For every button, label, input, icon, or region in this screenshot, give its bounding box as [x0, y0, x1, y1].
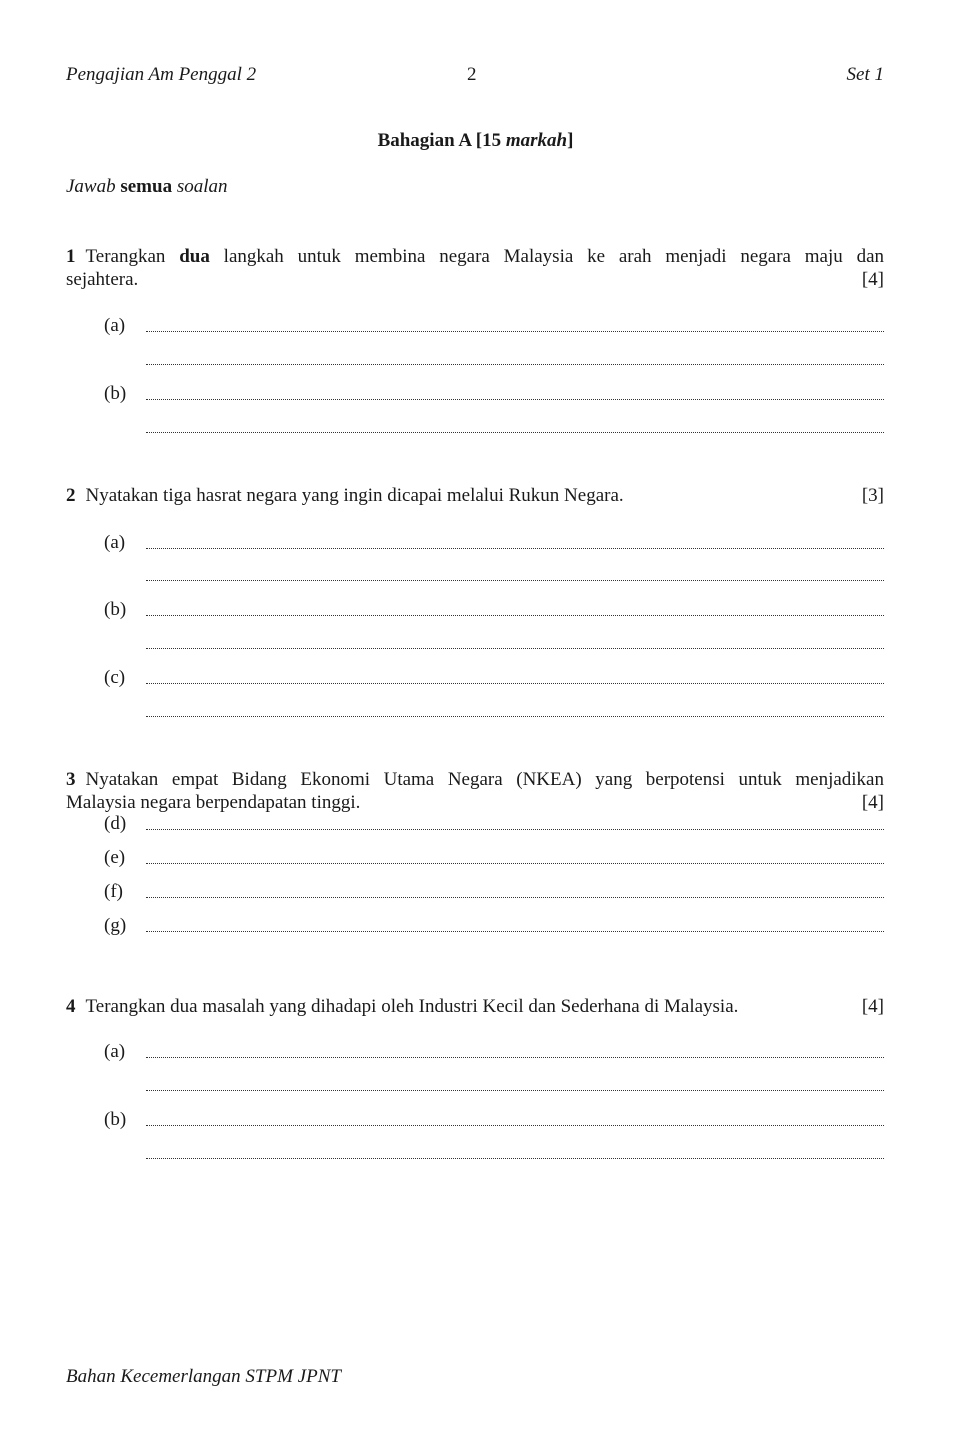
- question-marks: [4]: [861, 996, 884, 1017]
- header-subject: Pengajian Am Penggal 2: [66, 64, 257, 85]
- question-number: 2: [66, 485, 76, 506]
- answer-line[interactable]: (a): [104, 532, 884, 556]
- question-marks: [3]: [861, 485, 884, 506]
- answer-line[interactable]: (b): [104, 599, 884, 623]
- question-number: 4: [66, 996, 76, 1017]
- answer-line[interactable]: (f): [104, 881, 884, 905]
- page-footer: Bahan Kecemerlangan STPM JPNT: [66, 1366, 341, 1387]
- question-number: 3: [66, 769, 76, 790]
- question-marks: [4]: [861, 792, 884, 813]
- answer-line-continuation[interactable]: [146, 714, 884, 717]
- answer-line[interactable]: (b): [104, 383, 884, 407]
- answer-line[interactable]: (b): [104, 1109, 884, 1133]
- question-2: 2 Nyatakan tiga hasrat negara yang ingin dicapai melalui Rukun Negara. [3]: [66, 485, 884, 506]
- answer-line-continuation[interactable]: [146, 1156, 884, 1159]
- question-marks: [4]: [861, 269, 884, 290]
- question-1: 1 Terangkan dua langkah untuk membina negara Malaysia ke arah menjadi negara maju dan sejahtera. [4]: [66, 246, 885, 290]
- instruction: Jawab semua soalan: [66, 176, 228, 197]
- answer-line[interactable]: (a): [104, 315, 884, 339]
- answer-line-continuation[interactable]: [146, 578, 884, 581]
- section-title: Bahagian A [15 markah]: [377, 130, 574, 151]
- answer-line[interactable]: (e): [104, 847, 884, 871]
- answer-line-continuation[interactable]: [146, 362, 884, 365]
- answer-line[interactable]: (d): [104, 813, 884, 837]
- answer-line[interactable]: (g): [104, 915, 884, 939]
- answer-line-continuation[interactable]: [146, 1088, 884, 1091]
- question-4: 4 Terangkan dua masalah yang dihadapi oleh Industri Kecil dan Sederhana di Malaysia. [4]: [66, 996, 884, 1017]
- header-set: Set 1: [846, 64, 884, 85]
- answer-line[interactable]: (a): [104, 1041, 884, 1065]
- question-number: 1: [66, 246, 76, 267]
- answer-line-continuation[interactable]: [146, 430, 884, 433]
- question-3: 3 Nyatakan empat Bidang Ekonomi Utama Negara (NKEA) yang berpotensi untuk menjadikan Malaysia negara berpendapatan tinggi. [4]: [66, 769, 884, 813]
- page-number: 2: [467, 64, 477, 85]
- page-header: [66, 64, 884, 90]
- answer-line-continuation[interactable]: [146, 646, 884, 649]
- answer-line[interactable]: (c): [104, 667, 884, 691]
